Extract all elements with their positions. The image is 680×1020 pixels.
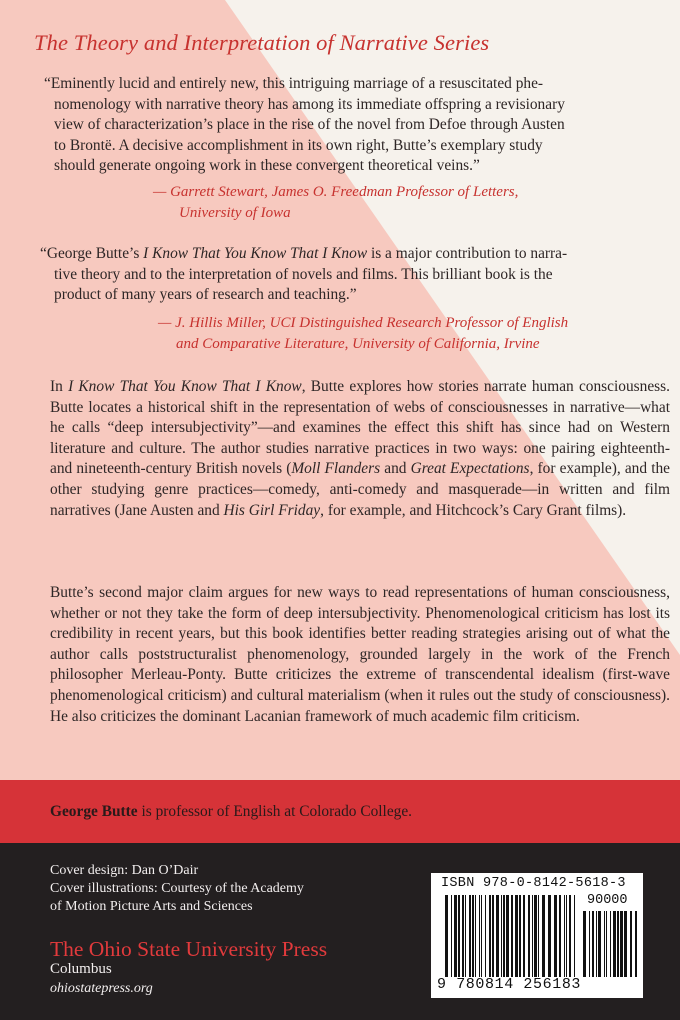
barcode-bar — [589, 911, 590, 977]
barcode-bar — [489, 895, 491, 977]
desc-text: , for example, and Hitchcock’s Cary Grant films). — [320, 501, 627, 519]
barcode-bar — [624, 911, 627, 977]
barcode-bar — [606, 911, 607, 977]
barcode-bar — [620, 911, 623, 977]
barcode-bar — [475, 895, 476, 977]
barcode-bar — [503, 895, 505, 977]
blurb-line — [40, 244, 567, 265]
title-italic: Great Expectations — [410, 460, 530, 478]
cover-credits — [50, 862, 304, 916]
description-paragraph-2: Butte’s second major claim argues for new ways to read representations of human consciousness, whether or not they take the form of deep intersubjectivity. Phenomenological criticism has lost its credibility in recent years, but this book identifies better reading strategies arising out of what the author calls poststructuralist phenomenology, grounded largely in the work of the French philosopher Merleau-Ponty. Butte criticizes the extreme of transcendental idealism (first-wave phenomenological criticism) and cultural materialism (when it rules out the study of consciousness). He also criticizes the dominant Lacanian framework of much academic film criticism. — [50, 584, 670, 725]
credit-line: Cover design: Dan O’Dair — [50, 863, 199, 878]
barcode-bar — [534, 895, 537, 977]
blurb-line: “Eminently lucid and entirely new, this intriguing marriage of a resuscitated phe- — [44, 75, 544, 92]
barcode-bar — [492, 895, 494, 977]
barcode-bar — [592, 911, 594, 977]
book-title-italic: I Know That You Know That I Know — [68, 378, 302, 395]
blurb-attribution: — Garrett Stewart, James O. Freedman Professor of Letters, — [153, 184, 519, 200]
credit-line: of Motion Picture Arts and Sciences — [50, 899, 253, 914]
isbn-barcode — [431, 873, 643, 998]
barcode-bar — [598, 911, 601, 977]
barcode-bar — [610, 911, 611, 977]
barcode-bar — [515, 895, 518, 977]
barcode-bar — [548, 895, 551, 977]
press-city: Columbus — [50, 961, 112, 977]
barcode-bar — [635, 911, 637, 977]
barcode-bar — [583, 911, 586, 977]
barcode-bar — [462, 895, 464, 977]
barcode-bar — [532, 895, 533, 977]
blurb-line: view of characterization’s place in the rise of the novel from Defoe through Austen — [54, 116, 565, 134]
barcode-bar — [481, 895, 482, 977]
blurb-text: “George Butte’s — [40, 245, 144, 262]
barcode-bar — [469, 895, 471, 977]
barcode-bar — [528, 895, 530, 977]
barcode-bar — [445, 895, 448, 977]
barcode-bar — [559, 895, 561, 977]
barcode-bar — [501, 895, 502, 977]
series-title: The Theory and Interpretation of Narrative Series — [34, 30, 490, 55]
credit-line: Cover illustrations: Courtesy of the Academy — [50, 881, 304, 896]
barcode-bar — [479, 895, 480, 977]
blurb-text: is a major contribution to narra- — [367, 245, 568, 262]
barcode-bar — [596, 911, 597, 977]
blurb-line: product of many years of research and teaching.” — [54, 286, 357, 304]
press-name: The Ohio State University Press — [50, 937, 328, 961]
barcode-bar — [519, 895, 521, 977]
publisher-band — [0, 843, 680, 1020]
barcode-bar — [506, 895, 509, 977]
barcode-bar — [523, 895, 525, 977]
price-code: 90000 — [587, 893, 628, 908]
barcode-bar — [451, 895, 452, 977]
blurb-line: to Brontë. A decisive accomplishment in its own right, Butte’s exemplary study — [54, 136, 543, 154]
blurb-attribution: University of Iowa — [179, 205, 291, 221]
title-italic: His Girl Friday — [223, 501, 321, 519]
barcode-bar — [511, 895, 513, 977]
author-name: George Butte — [50, 803, 138, 820]
barcode-bar — [485, 895, 486, 977]
barcode-bar — [554, 895, 557, 977]
ean-digits: 9 780814 256183 — [437, 976, 582, 993]
barcode-bar — [496, 895, 499, 977]
desc-text: , Butte explores how stories narrate human consciousness. Butte locates a historical shift in the representation of webs of consciousnesses in narrative—what he calls “deep intersubjectivity”—and examines the effect this shift has since had on Western literature and culture. The author studies narrative practices in two ways: one pairing eighteenth- and nineteenth-century British novels ( — [50, 378, 671, 478]
barcode-bar — [604, 911, 605, 977]
barcode-bar — [564, 895, 565, 977]
barcode-bar — [613, 911, 616, 977]
barcode-bar — [472, 895, 474, 977]
barcode-bar — [465, 895, 466, 977]
blurb-attribution: — J. Hillis Miller, UCI Distinguished Research Professor of English — [158, 315, 569, 331]
press-url: ohiostatepress.org — [50, 981, 153, 996]
barcode-bar — [542, 895, 545, 977]
author-band — [0, 780, 680, 843]
blurb-line: tive theory and to the interpretation of novels and films. This brilliant book is the — [54, 265, 553, 283]
blurb-attribution: and Comparative Literature, University of California, Irvine — [176, 335, 540, 352]
description-paragraph-1 — [50, 377, 670, 521]
desc-text: In — [50, 378, 69, 395]
barcode-bar — [617, 911, 619, 977]
barcode-bar — [574, 895, 575, 977]
barcode-bar — [458, 895, 460, 977]
barcode-bar — [454, 895, 457, 977]
blurb-line: nomenology with narrative theory has among its immediate offspring a revisionary — [54, 95, 565, 113]
isbn-label: ISBN 978-0-8142-5618-3 — [441, 876, 626, 891]
author-bio: is professor of English at Colorado College. — [137, 803, 413, 820]
desc-text: , for example), and the other studying genre practices—comedy, anti-comedy and masquerade—in written and film narratives (Jane Austen and — [50, 460, 670, 519]
barcode-bar — [538, 895, 539, 977]
barcode-bar — [630, 911, 632, 977]
title-italic: Moll Flanders — [291, 460, 381, 478]
book-title-italic: I Know That You Know That I Know — [143, 245, 368, 262]
barcode-bar — [566, 895, 567, 977]
blurb-line: should generate ongoing work in these convergent theoretical veins.” — [54, 157, 480, 175]
barcode-bar — [569, 895, 571, 977]
author-note — [50, 803, 412, 821]
desc-text: and — [380, 460, 411, 478]
